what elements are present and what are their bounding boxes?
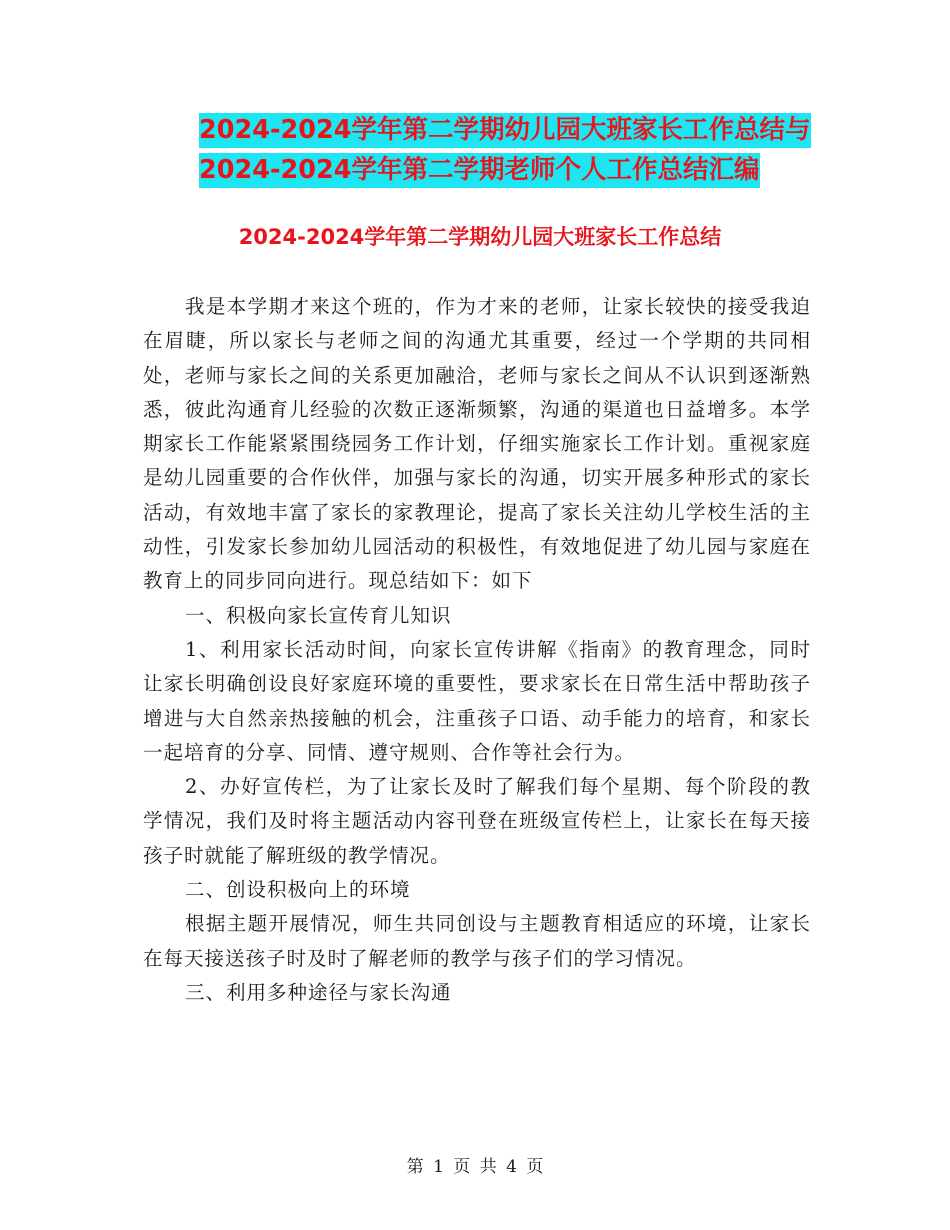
main-title-line-2: 2024-2024学年第二学期老师个人工作总结汇编 — [199, 153, 760, 188]
section-title: 2024-2024学年第二学期幼儿园大班家长工作总结 — [238, 225, 722, 249]
heading-section-1: 一、积极向家长宣传育儿知识 — [185, 603, 452, 627]
main-title-line-1: 2024-2024学年第二学期幼儿园大班家长工作总结与 — [199, 113, 811, 148]
paragraph-intro: 我是本学期才来这个班的，作为才来的老师，让家长较快的接受我迫在眉睫，所以家长与老师之间的沟通尤其重要，经过一个学期的共同相处，老师与家长之间的关系更加融洽，老师与家长之间从不认识到逐渐熟悉，彼此沟通育儿经验的次数正逐渐频繁，沟通的渠道也日益增多。本学期家长工作能紧紧围绕园务工作计划，仔细实施家长工作计划。重视家庭是幼儿园重要的合作伙伴，加强与家长的沟通，切实开展多种形式的家长活动，有效地丰富了家长的家教理论，提高了家长关注幼儿学校生活的主动性，引发家长参加幼儿园活动的积极性，有效地促进了幼儿园与家庭在教育上的同步同向进行。现总结如下：如下 — [143, 295, 811, 593]
paragraph-2: 根据主题开展情况，师生共同创设与主题教育相适应的环境，让家长在每天接送孩子时及时了解老师的教学与孩子们的学习情况。 — [143, 912, 811, 970]
heading-section-2: 二、创设积极向上的环境 — [185, 878, 411, 902]
paragraph-1-2: 2、办好宣传栏，为了让家长及时了解我们每个星期、每个阶段的教学情况，我们及时将主题活动内容刊登在班级宣传栏上，让家长在每天接孩子时就能了解班级的教学情况。 — [143, 775, 811, 867]
body-text — [143, 290, 811, 1010]
heading-section-3: 三、利用多种途径与家长沟通 — [185, 980, 452, 1004]
page-footer: 第 1 页 共 4 页 — [406, 1157, 544, 1177]
paragraph-1-1: 1、利用家长活动时间，向家长宣传讲解《指南》的教育理念，同时让家长明确创设良好家庭环境的重要性，要求家长在日常生活中帮助孩子增进与大自然亲热接触的机会，注重孩子口语、动手能力的培育，和家长一起培育的分享、同情、遵守规则、合作等社会行为。 — [143, 637, 811, 764]
main-title — [199, 110, 819, 190]
